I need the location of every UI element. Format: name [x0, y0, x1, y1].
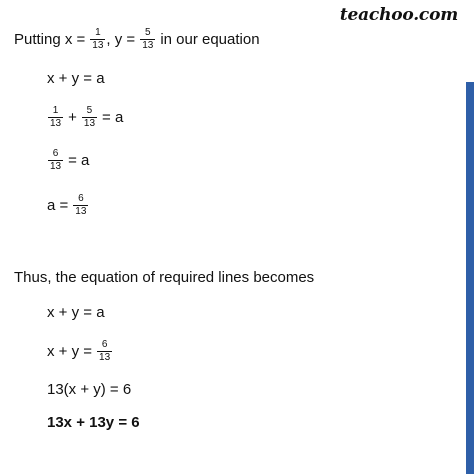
- conclusion-text: Thus, the equation of required lines becomes: [14, 269, 315, 286]
- denominator: 13: [50, 161, 62, 172]
- final-2-lhs: x + y =: [47, 343, 93, 360]
- final-3-text: 13(x + y) = 6: [47, 381, 132, 398]
- denominator: 13: [83, 118, 96, 129]
- step-2-rhs: = a: [102, 109, 124, 126]
- step-1-text: x + y = a: [47, 70, 105, 87]
- final-step-3: [47, 382, 131, 397]
- equation-step-2: [47, 106, 123, 129]
- fraction-one-thirteenth: [48, 106, 63, 129]
- x-numerator: 1: [95, 27, 101, 38]
- numerator: 6: [52, 148, 59, 159]
- vertical-scrollbar[interactable]: [466, 0, 474, 474]
- final-answer-text: 13x + 13y = 6: [47, 414, 140, 431]
- fraction-six-thirteenth: [73, 194, 88, 217]
- denominator: 13: [50, 118, 62, 129]
- x-denominator: 13: [92, 40, 104, 51]
- teachoo-logo: teachoo.com: [339, 5, 458, 25]
- step-3-rhs: = a: [68, 152, 90, 169]
- numerator: 5: [86, 105, 93, 116]
- fraction-six-thirteenth: [97, 340, 112, 363]
- conclusion-line: [14, 270, 314, 285]
- denominator: 13: [99, 352, 111, 363]
- equation-step-1: [47, 71, 105, 86]
- x-value-fraction: [90, 28, 105, 51]
- numerator: 6: [101, 339, 108, 350]
- final-step-1: [47, 305, 105, 320]
- step-4-lhs: a =: [47, 197, 69, 214]
- plus-sign: +: [68, 109, 77, 126]
- intro-prefix: Putting x =: [14, 31, 86, 48]
- numerator: 1: [52, 105, 59, 116]
- y-numerator: 5: [144, 27, 151, 38]
- intro-suffix: in our equation: [160, 31, 260, 48]
- fraction-six-thirteenth: [48, 149, 63, 172]
- equation-step-4: [47, 194, 89, 217]
- final-1-text: x + y = a: [47, 304, 105, 321]
- scrollbar-thumb[interactable]: [466, 82, 474, 474]
- numerator: 6: [78, 193, 84, 204]
- final-step-2: [47, 340, 113, 363]
- denominator: 13: [75, 206, 87, 217]
- fraction-five-thirteenth: [82, 106, 97, 129]
- intro-comma-y: , y =: [106, 31, 136, 48]
- intro-line: [14, 28, 260, 51]
- equation-step-3: [47, 149, 89, 172]
- y-denominator: 13: [142, 40, 154, 51]
- final-answer: [47, 415, 140, 430]
- y-value-fraction: [140, 28, 155, 51]
